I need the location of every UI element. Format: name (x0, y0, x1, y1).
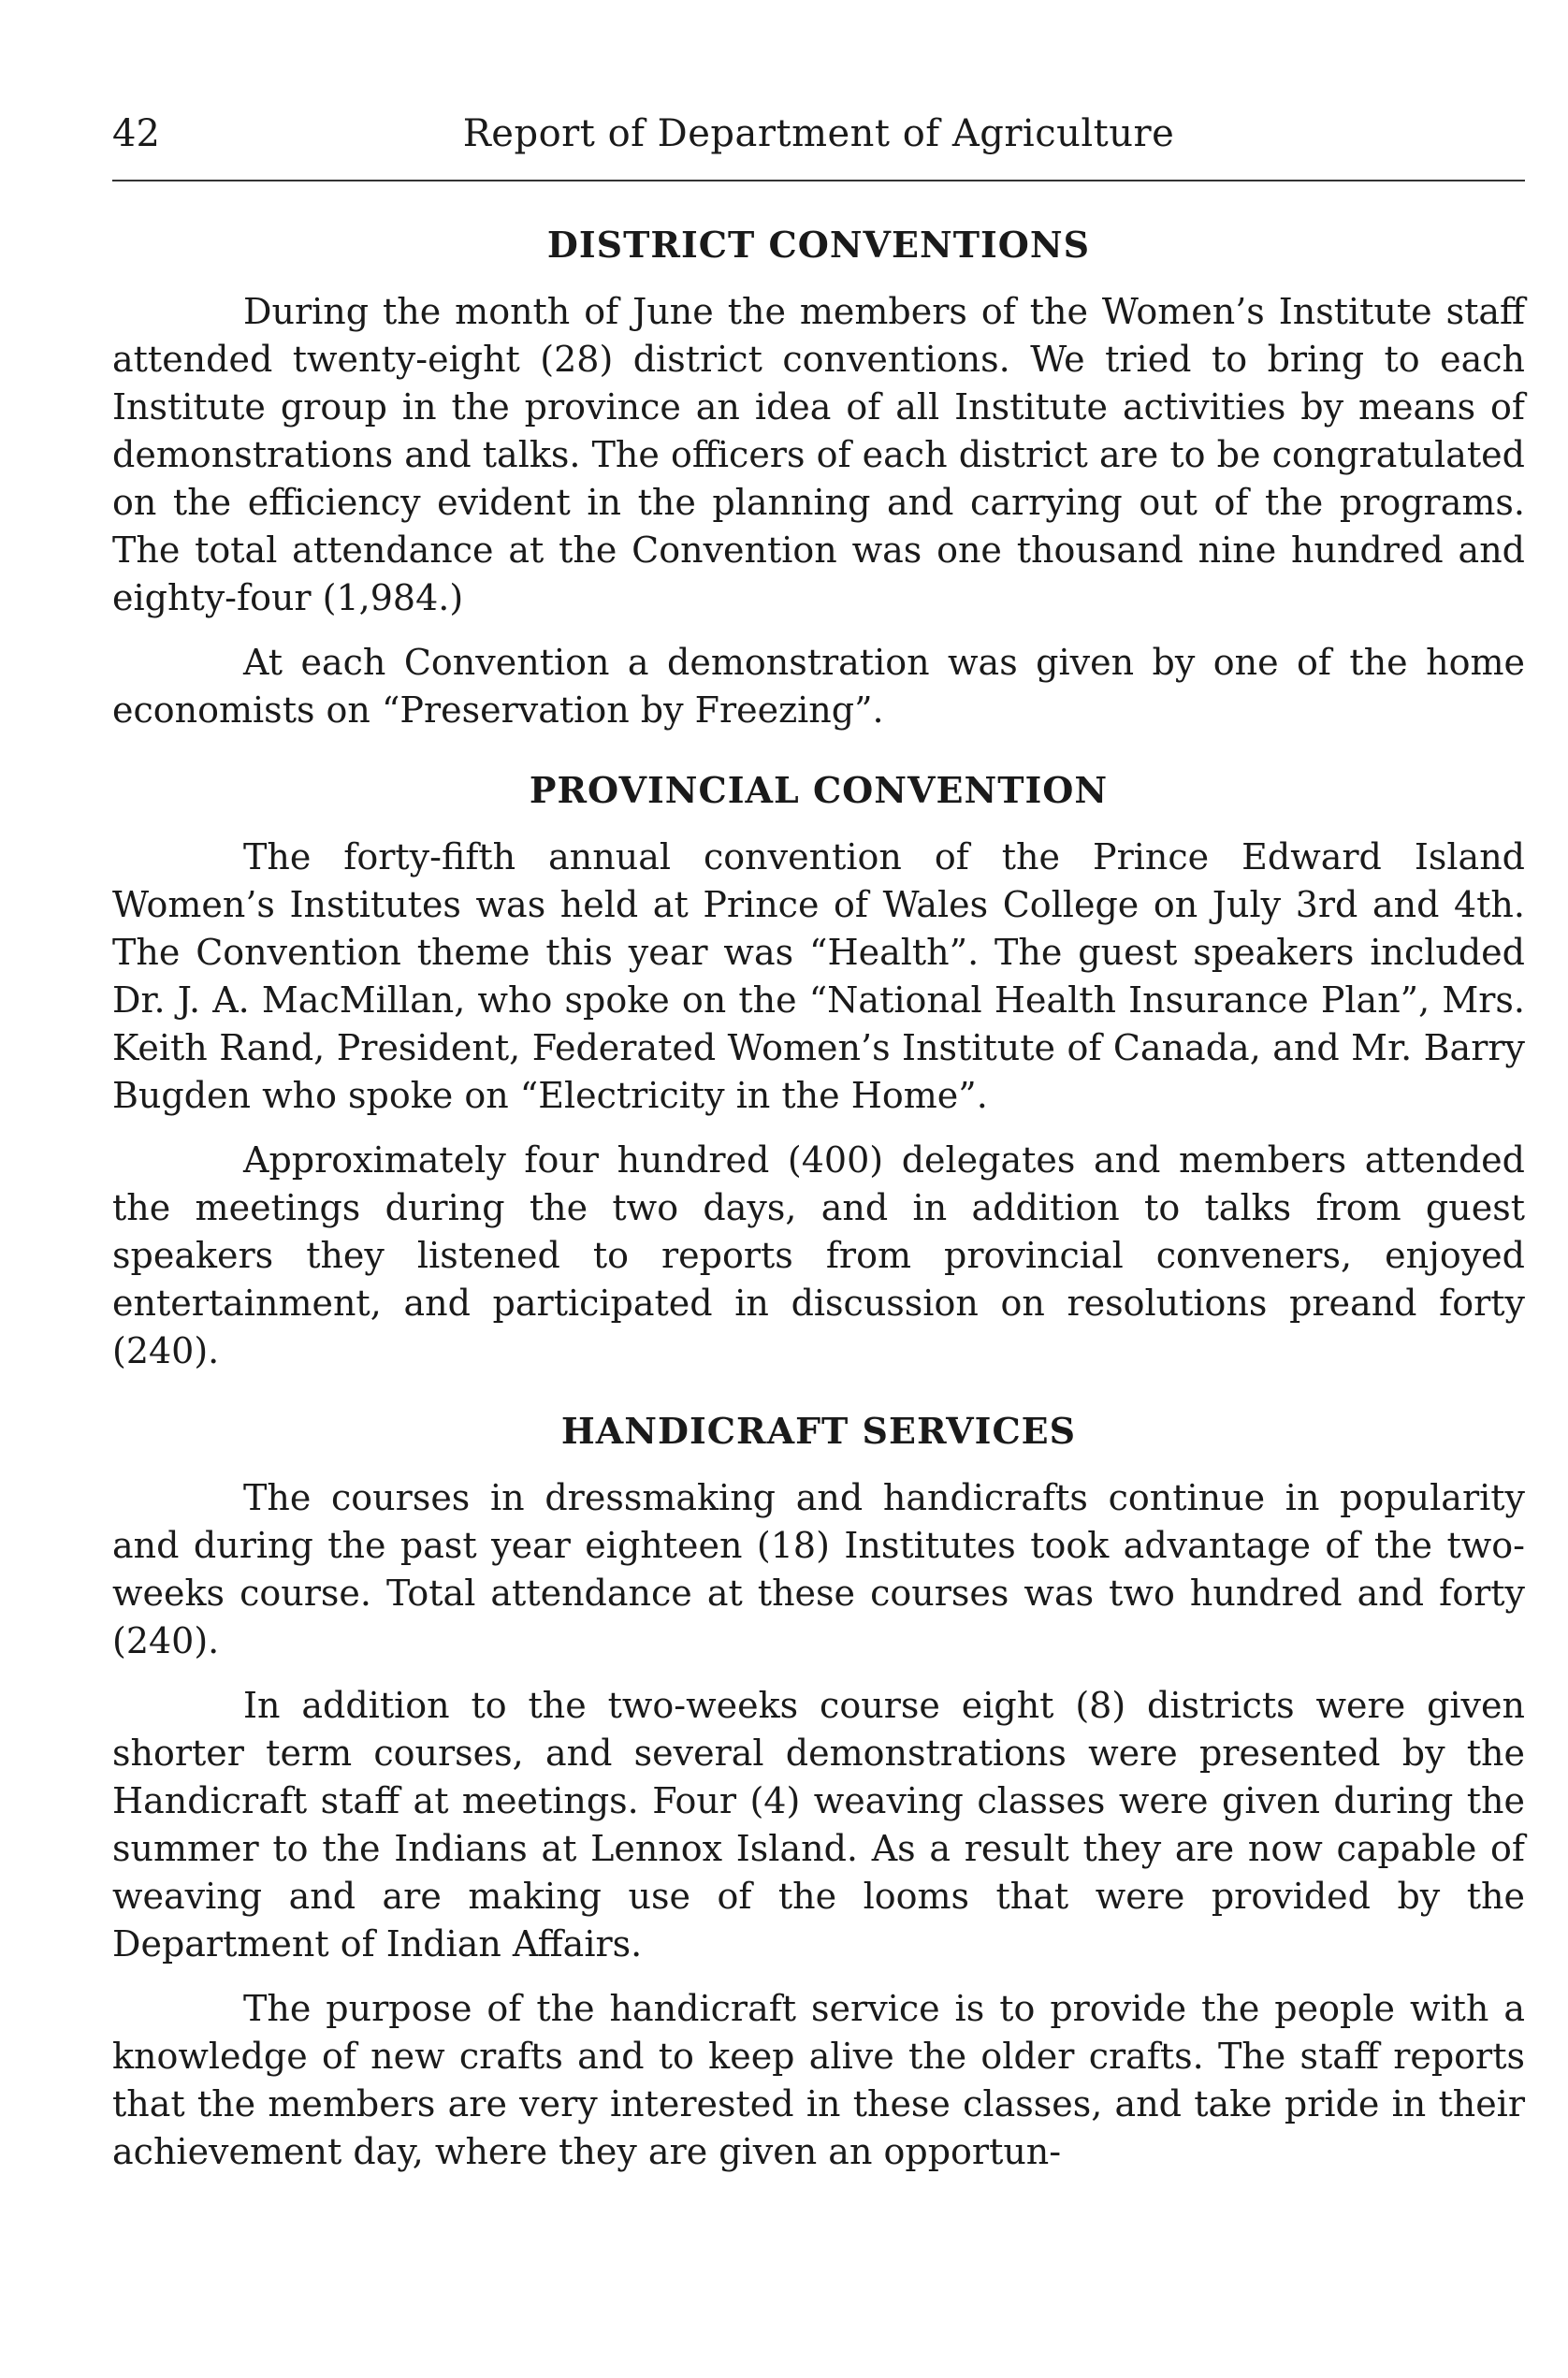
header-divider (112, 180, 1525, 181)
section-heading: DISTRICT CONVENTIONS (546, 224, 1091, 266)
paragraph: The forty-fifth annual convention of the Prince Edward Island Women’s Institutes was held at Prince of Wales College on July 3rd and 4th. The Convention theme this year was “Health”. The guest speakers included Dr. J. A. MacMillan, who spoke on the “National Health Insurance Plan”, Mrs. Keith Rand, President, Federated Women’s Institute of Canada, and Mr. Barry Bugden who spoke on “Electricity in the Home”. (112, 836, 1525, 1116)
section-handicraft-services (112, 1409, 1525, 2176)
paragraph: During the month of June the members of the Women’s Institute staff attended twenty-eight (28) district conventions. We tried to bring to each Institute group in the province an idea of all Institute activities by means of demonstrations and talks. The officers of each district are to be congratulated on the efficiency evident in the planning and carrying out of the programs. The total attendance at the Convention was one thousand nine hundred and eighty-four (1,984.) (112, 291, 1525, 618)
paragraph: Approximately four hundred (400) delegates and members attended the meetings during the two days, and in addition to talks from guest speakers they listened to reports from provincial conveners, enjoyed entertainment, and participated in discussion on resolutions preand forty (240). (112, 1139, 1525, 1371)
paragraph: The courses in dressmaking and handicrafts continue in popularity and during the past year eighteen (18) Institutes took advantage of the two-weeks course. Total attendance at these courses was two hundred and forty (240). (112, 1477, 1525, 1661)
section-district-conventions (112, 223, 1525, 734)
section-provincial-convention (112, 768, 1525, 1375)
paragraph: The purpose of the handicraft service is to provide the people with a knowledge of new crafts and to keep alive the older crafts. The staff reports that the members are very interested in these classes, and take pride in their achievement day, where they are given an opportun- (112, 1988, 1525, 2172)
page-body (112, 223, 1525, 2193)
paragraph: In addition to the two-weeks course eight (8) districts were given shorter term courses, and several demonstrations were presented by the Handicraft staff at meetings. Four (4) weaving classes were given during the summer to the Indians at Lennox Island. As a result they are now capable of weaving and are making use of the looms that were provided by the Department of Indian Affairs. (112, 1685, 1525, 1965)
section-heading: PROVINCIAL CONVENTION (529, 769, 1109, 811)
running-title: Report of Department of Agriculture (462, 112, 1175, 155)
paragraph: At each Convention a demonstration was given by one of the home economists on “Preservation by Freezing”. (112, 642, 1525, 731)
section-heading: HANDICRAFT SERVICES (560, 1410, 1077, 1452)
page-header (112, 112, 1525, 168)
page-number: 42 (112, 112, 160, 155)
